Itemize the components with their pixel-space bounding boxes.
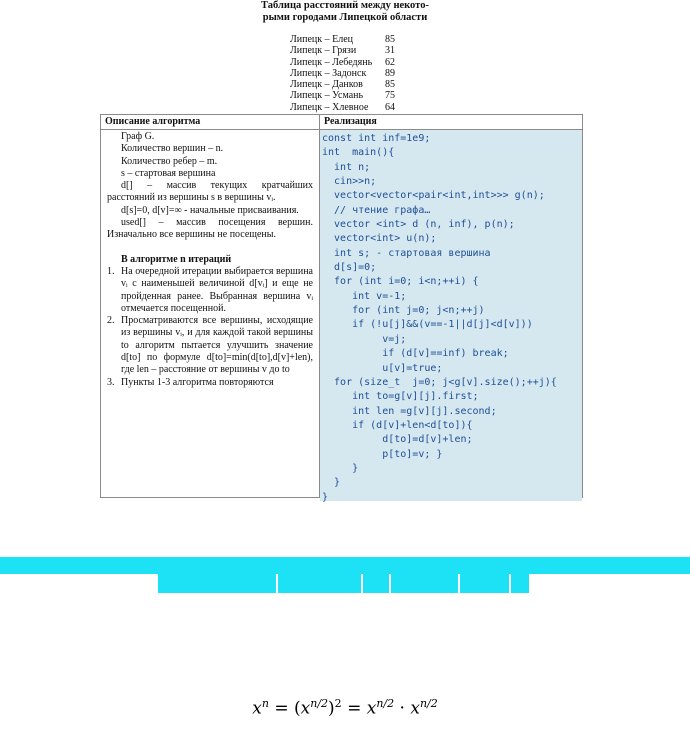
code-line: if (!u[j]&&(v==-1||d[j]<d[v]))	[322, 319, 533, 331]
route-distance: 75	[385, 90, 395, 102]
step-text: На очередной итерации выбирается вершина vᵢ с наименьшей величиной d[vᵢ] и еще не пройденная ранее. Выбранная вершина vᵢ отмечается посещенной.	[121, 265, 313, 314]
code-line: d[to]=d[v]+len;	[322, 434, 473, 446]
description-line: used[] – массив посещения вершин. Изначально все вершины не посещены.	[107, 217, 313, 241]
route-name: Липецк – Усмань	[290, 90, 364, 102]
description-header: Описание алгоритма	[101, 115, 319, 130]
highlight-segment	[363, 574, 389, 593]
algorithm-table	[100, 114, 583, 503]
route-distance: 89	[385, 67, 395, 79]
description-body	[101, 130, 319, 389]
table-caption	[0, 0, 690, 24]
code-line: v=j;	[322, 333, 407, 345]
code-line: if (d[v]+len<d[to]){	[322, 419, 473, 431]
code-line: for (size_t j=0; j<g[v].size();++j){	[322, 376, 557, 388]
code-line: vector<vector<pair<int,int>>> g(n);	[322, 190, 545, 202]
highlight-segment	[391, 574, 458, 593]
description-line: Граф G.	[121, 131, 155, 142]
code-line: p[to]=v; }	[322, 448, 443, 460]
highlight-segment	[460, 574, 509, 593]
code-line: int len =g[v][j].second;	[322, 405, 497, 417]
code-line: int v=-1;	[322, 290, 407, 302]
code-line: u[v]=true;	[322, 362, 443, 374]
code-line: for (int j=0; j<n;++j)	[322, 305, 485, 317]
list-item	[107, 266, 313, 315]
description-column	[101, 115, 320, 497]
highlight-segment	[278, 574, 361, 593]
iterations-heading: В алгоритме n итераций	[121, 253, 232, 265]
route-distance: 31	[385, 45, 395, 57]
route-name: Липецк – Хлевное	[290, 101, 369, 113]
route-distance: 85	[385, 79, 395, 91]
code-line: // чтение графа…	[322, 204, 431, 216]
table-row	[290, 102, 405, 113]
code-line: }	[322, 477, 341, 489]
code-line: for (int i=0; i<n;++i) {	[322, 276, 479, 288]
code-line: if (d[v]==inf) break;	[322, 348, 509, 360]
code-line: int main(){	[322, 147, 395, 159]
power-formula: $x^n = (x^{n/2})^2 = x^{n/2} \cdot x^{n/2}$	[252, 697, 438, 719]
implementation-header: Реализация	[320, 115, 582, 130]
route-name: Липецк – Задонск	[290, 67, 367, 79]
code-line: int s; - стартовая вершина	[322, 247, 491, 259]
code-line: d[s]=0;	[322, 262, 377, 274]
list-item	[107, 377, 313, 389]
table-row	[290, 90, 405, 101]
code-line: cin>>n;	[322, 176, 377, 188]
table-row	[290, 45, 405, 56]
highlight-segment	[511, 574, 529, 593]
step-number: 1.	[107, 265, 115, 277]
step-text: Пункты 1-3 алгоритма повторяются	[121, 376, 274, 388]
code-line: int to=g[v][j].first;	[322, 391, 479, 403]
code-line: }	[322, 462, 359, 474]
code-line: const int inf=1e9;	[322, 133, 431, 144]
description-line: d[] – массив текущих кратчайших расстояний из вершины s в вершины vᵢ.	[107, 180, 313, 204]
table-row	[290, 79, 405, 90]
route-name: Липецк – Данков	[290, 79, 363, 91]
description-line: s – стартовая вершина	[121, 167, 216, 179]
route-name: Липецк – Грязи	[290, 45, 357, 57]
caption-line-2: рыми городами Липецкой области	[262, 12, 428, 23]
table-row	[290, 57, 405, 68]
route-distance: 64	[385, 101, 395, 113]
step-number: 2.	[107, 315, 115, 327]
route-name: Липецк – Елец	[290, 34, 354, 45]
table-row	[290, 68, 405, 79]
caption-line-1: Таблица расстояний между некото-	[261, 0, 429, 11]
implementation-column	[320, 115, 582, 503]
route-distance: 85	[385, 34, 395, 45]
description-line: Количество вершин – n.	[121, 143, 224, 155]
table-row	[290, 34, 405, 45]
highlight-bar	[0, 557, 690, 574]
code-block	[320, 130, 582, 501]
description-line: Количество ребер – m.	[121, 155, 218, 167]
highlight-segment	[158, 574, 276, 593]
distance-table	[290, 34, 405, 113]
route-name: Липецк – Лебедянь	[290, 56, 373, 68]
code-line: vector<int> u(n);	[322, 233, 437, 245]
code-line: int n;	[322, 161, 371, 173]
list-item	[107, 315, 313, 376]
route-distance: 62	[385, 56, 395, 68]
step-number: 3.	[107, 376, 115, 388]
step-text: Просматриваются все вершины, исходящие из вершины vᵢ, и для каждой такой вершины to алгоритм пытается улучшить значение d[to] по формуле d[to]=min(d[to],d[v]+len), где len – расстояние от вершины v до to	[121, 315, 313, 376]
code-line: vector <int> d (n, inf), p(n);	[322, 219, 515, 231]
code-line: }	[322, 491, 329, 503]
description-line: d[s]=0, d[v]=∞ - начальные присваивания.	[121, 204, 299, 216]
